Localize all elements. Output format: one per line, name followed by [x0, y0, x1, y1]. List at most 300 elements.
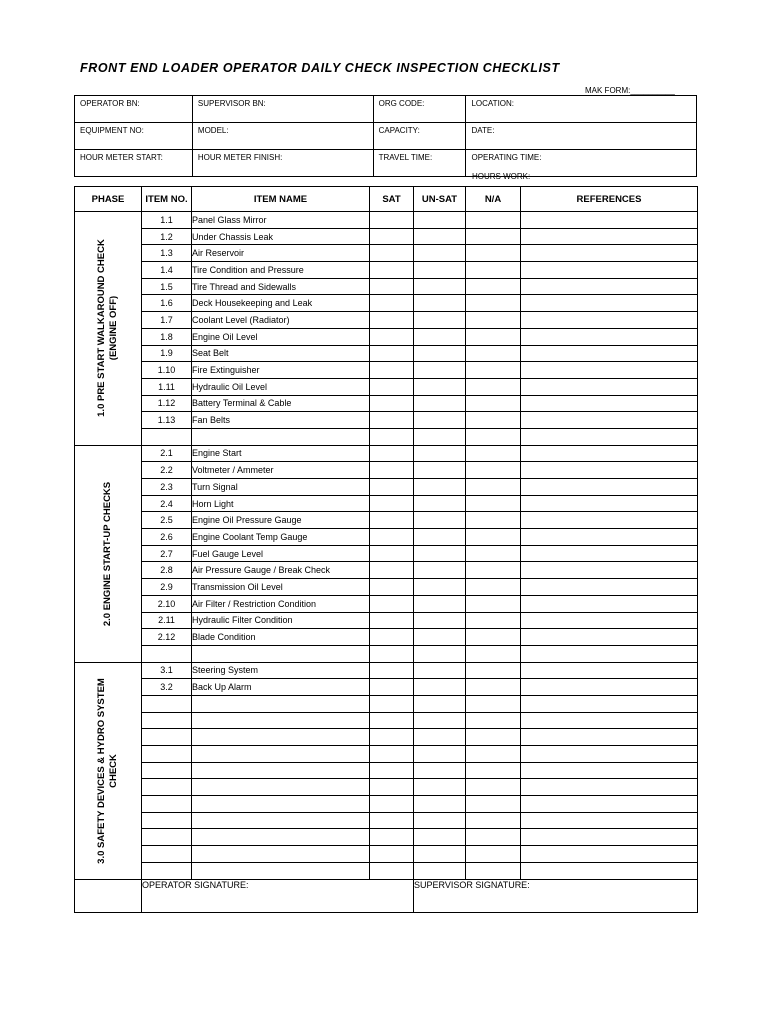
na-cell[interactable] — [466, 612, 521, 629]
references-cell[interactable] — [521, 829, 698, 846]
references-cell[interactable] — [521, 428, 698, 445]
sat-cell[interactable] — [370, 629, 414, 646]
sat-cell[interactable] — [370, 278, 414, 295]
sat-cell[interactable] — [370, 612, 414, 629]
references-cell[interactable] — [521, 612, 698, 629]
checklist-row — [75, 762, 698, 779]
header-info-table — [74, 95, 697, 177]
item-number: 1.13 — [142, 412, 192, 429]
item-name: Coolant Level (Radiator) — [192, 312, 370, 329]
references-cell[interactable] — [521, 462, 698, 479]
col-phase: PHASE — [75, 187, 142, 212]
references-cell[interactable] — [521, 796, 698, 813]
header-row — [75, 150, 697, 177]
na-cell[interactable] — [466, 295, 521, 312]
operator-bn-field[interactable]: OPERATOR BN: — [75, 96, 193, 123]
na-cell[interactable] — [466, 545, 521, 562]
col-references: REFERENCES — [521, 187, 698, 212]
na-cell[interactable] — [466, 328, 521, 345]
un-sat-cell[interactable] — [414, 629, 466, 646]
org-code-field[interactable]: ORG CODE: — [373, 96, 466, 123]
sat-cell[interactable] — [370, 462, 414, 479]
header-row — [75, 123, 697, 150]
item-number: 2.4 — [142, 495, 192, 512]
checklist-row — [75, 779, 698, 796]
na-cell[interactable] — [466, 846, 521, 863]
na-cell[interactable] — [466, 862, 521, 879]
item-number: 3.2 — [142, 679, 192, 696]
references-cell[interactable] — [521, 579, 698, 596]
sat-cell[interactable] — [370, 729, 414, 746]
sat-cell[interactable] — [370, 378, 414, 395]
item-name: Back Up Alarm — [192, 679, 370, 696]
references-cell[interactable] — [521, 395, 698, 412]
sat-cell[interactable] — [370, 328, 414, 345]
capacity-field[interactable]: CAPACITY: — [373, 123, 466, 150]
sat-cell[interactable] — [370, 395, 414, 412]
un-sat-cell[interactable] — [414, 679, 466, 696]
un-sat-cell[interactable] — [414, 762, 466, 779]
item-number: 1.7 — [142, 312, 192, 329]
item-name: Engine Start — [192, 445, 370, 462]
references-cell[interactable] — [521, 245, 698, 262]
references-cell[interactable] — [521, 262, 698, 279]
sat-cell[interactable] — [370, 495, 414, 512]
sat-cell[interactable] — [370, 846, 414, 863]
checklist-row — [75, 312, 698, 329]
na-cell[interactable] — [466, 645, 521, 662]
un-sat-cell[interactable] — [414, 378, 466, 395]
item-name: Turn Signal — [192, 479, 370, 496]
item-name: Steering System — [192, 662, 370, 679]
col-item-no: ITEM NO. — [142, 187, 192, 212]
item-number — [142, 796, 192, 813]
sat-cell[interactable] — [370, 512, 414, 529]
col-item-name: ITEM NAME — [192, 187, 370, 212]
sat-cell[interactable] — [370, 479, 414, 496]
references-cell[interactable] — [521, 412, 698, 429]
references-cell[interactable] — [521, 295, 698, 312]
na-cell[interactable] — [466, 712, 521, 729]
na-cell[interactable] — [466, 228, 521, 245]
un-sat-cell[interactable] — [414, 529, 466, 546]
na-cell[interactable] — [466, 395, 521, 412]
un-sat-cell[interactable] — [414, 428, 466, 445]
date-field[interactable]: DATE: — [466, 123, 697, 150]
references-cell[interactable] — [521, 645, 698, 662]
na-cell[interactable] — [466, 378, 521, 395]
na-cell[interactable] — [466, 312, 521, 329]
location-field[interactable]: LOCATION: — [466, 96, 697, 123]
sat-cell[interactable] — [370, 545, 414, 562]
item-number — [142, 779, 192, 796]
checklist-row — [75, 529, 698, 546]
na-cell[interactable] — [466, 796, 521, 813]
na-cell[interactable] — [466, 762, 521, 779]
references-cell[interactable] — [521, 629, 698, 646]
item-name: Air Pressure Gauge / Break Check — [192, 562, 370, 579]
na-cell[interactable] — [466, 412, 521, 429]
references-cell[interactable] — [521, 345, 698, 362]
na-cell[interactable] — [466, 562, 521, 579]
sat-cell[interactable] — [370, 262, 414, 279]
un-sat-cell[interactable] — [414, 212, 466, 229]
references-cell[interactable] — [521, 278, 698, 295]
item-name: Engine Oil Pressure Gauge — [192, 512, 370, 529]
sat-cell[interactable] — [370, 529, 414, 546]
na-cell[interactable] — [466, 529, 521, 546]
sat-cell[interactable] — [370, 345, 414, 362]
item-number: 2.2 — [142, 462, 192, 479]
checklist-table — [74, 186, 698, 913]
checklist-row — [75, 746, 698, 763]
na-cell[interactable] — [466, 695, 521, 712]
item-number: 3.1 — [142, 662, 192, 679]
references-cell[interactable] — [521, 512, 698, 529]
travel-time-field[interactable]: TRAVEL TIME: — [373, 150, 466, 177]
checklist-row — [75, 862, 698, 879]
sat-cell[interactable] — [370, 829, 414, 846]
item-number: 2.12 — [142, 629, 192, 646]
phase-cell — [75, 445, 142, 662]
signature-row — [75, 879, 698, 912]
references-cell[interactable] — [521, 445, 698, 462]
sat-cell[interactable] — [370, 679, 414, 696]
un-sat-cell[interactable] — [414, 579, 466, 596]
item-name: Hydraulic Oil Level — [192, 378, 370, 395]
references-cell[interactable] — [521, 862, 698, 879]
checklist-row — [75, 695, 698, 712]
checklist-row — [75, 462, 698, 479]
references-cell[interactable] — [521, 746, 698, 763]
na-cell[interactable] — [466, 345, 521, 362]
references-cell[interactable] — [521, 662, 698, 679]
checklist-row — [75, 395, 698, 412]
checklist-row — [75, 278, 698, 295]
checklist-row — [75, 345, 698, 362]
un-sat-cell[interactable] — [414, 812, 466, 829]
item-name: Fuel Gauge Level — [192, 545, 370, 562]
item-name — [192, 695, 370, 712]
item-number: 1.4 — [142, 262, 192, 279]
item-number: 2.7 — [142, 545, 192, 562]
header-row — [75, 96, 697, 123]
checklist-row — [75, 428, 698, 445]
operating-time-field[interactable]: OPERATING TIME: — [466, 150, 697, 177]
un-sat-cell[interactable] — [414, 746, 466, 763]
checklist-row — [75, 812, 698, 829]
un-sat-cell[interactable] — [414, 712, 466, 729]
un-sat-cell[interactable] — [414, 262, 466, 279]
un-sat-cell[interactable] — [414, 412, 466, 429]
references-cell[interactable] — [521, 812, 698, 829]
item-number: 2.9 — [142, 579, 192, 596]
checklist-row — [75, 445, 698, 462]
na-cell[interactable] — [466, 579, 521, 596]
item-number: 1.1 — [142, 212, 192, 229]
checklist-row — [75, 679, 698, 696]
checklist-row — [75, 295, 698, 312]
sat-cell[interactable] — [370, 779, 414, 796]
item-number: 1.8 — [142, 328, 192, 345]
na-cell[interactable] — [466, 629, 521, 646]
item-number — [142, 829, 192, 846]
sat-cell[interactable] — [370, 645, 414, 662]
na-cell[interactable] — [466, 445, 521, 462]
references-cell[interactable] — [521, 228, 698, 245]
checklist-row — [75, 262, 698, 279]
item-name: Engine Oil Level — [192, 328, 370, 345]
item-name: Voltmeter / Ammeter — [192, 462, 370, 479]
sat-cell[interactable] — [370, 662, 414, 679]
checklist-row — [75, 829, 698, 846]
item-number — [142, 729, 192, 746]
references-cell[interactable] — [521, 328, 698, 345]
sat-cell[interactable] — [370, 428, 414, 445]
un-sat-cell[interactable] — [414, 245, 466, 262]
un-sat-cell[interactable] — [414, 846, 466, 863]
un-sat-cell[interactable] — [414, 612, 466, 629]
un-sat-cell[interactable] — [414, 328, 466, 345]
na-cell[interactable] — [466, 662, 521, 679]
phase-label: 2.0 ENGINE START-UP CHECKS — [102, 481, 113, 626]
checklist-row — [75, 562, 698, 579]
item-name: Air Filter / Restriction Condition — [192, 595, 370, 612]
item-number — [142, 846, 192, 863]
references-cell[interactable] — [521, 562, 698, 579]
sat-cell[interactable] — [370, 245, 414, 262]
na-cell[interactable] — [466, 595, 521, 612]
sat-cell[interactable] — [370, 746, 414, 763]
sat-cell[interactable] — [370, 762, 414, 779]
sat-cell[interactable] — [370, 796, 414, 813]
references-cell[interactable] — [521, 779, 698, 796]
item-number — [142, 428, 192, 445]
checklist-row — [75, 362, 698, 379]
hours-work-label: HOURS WORK: — [472, 172, 531, 181]
na-cell[interactable] — [466, 729, 521, 746]
na-cell[interactable] — [466, 479, 521, 496]
references-cell[interactable] — [521, 695, 698, 712]
checklist-row — [75, 512, 698, 529]
supervisor-bn-field[interactable]: SUPERVISOR BN: — [192, 96, 373, 123]
item-name: Tire Thread and Sidewalls — [192, 278, 370, 295]
na-cell[interactable] — [466, 829, 521, 846]
un-sat-cell[interactable] — [414, 362, 466, 379]
checklist-row — [75, 712, 698, 729]
sat-cell[interactable] — [370, 562, 414, 579]
un-sat-cell[interactable] — [414, 829, 466, 846]
un-sat-cell[interactable] — [414, 345, 466, 362]
references-cell[interactable] — [521, 529, 698, 546]
item-name: Tire Condition and Pressure — [192, 262, 370, 279]
item-number: 1.9 — [142, 345, 192, 362]
references-cell[interactable] — [521, 679, 698, 696]
form-number: MAK FORM:__________ — [585, 86, 675, 95]
checklist-row — [75, 378, 698, 395]
un-sat-cell[interactable] — [414, 495, 466, 512]
references-cell[interactable] — [521, 595, 698, 612]
na-cell[interactable] — [466, 262, 521, 279]
item-number: 2.6 — [142, 529, 192, 546]
sat-cell[interactable] — [370, 812, 414, 829]
na-cell[interactable] — [466, 212, 521, 229]
checklist-body — [75, 212, 698, 880]
supervisor-signature-field[interactable]: SUPERVISOR SIGNATURE: — [414, 879, 698, 912]
item-name — [192, 712, 370, 729]
phase-cell — [75, 662, 142, 879]
references-cell[interactable] — [521, 212, 698, 229]
na-cell[interactable] — [466, 746, 521, 763]
sat-cell[interactable] — [370, 862, 414, 879]
item-name — [192, 862, 370, 879]
item-name — [192, 762, 370, 779]
phase-label: 3.0 SAFETY DEVICES & HYDRO SYSTEM CHECK — [96, 677, 119, 864]
references-cell[interactable] — [521, 362, 698, 379]
checklist-row — [75, 479, 698, 496]
item-name — [192, 729, 370, 746]
un-sat-cell[interactable] — [414, 595, 466, 612]
un-sat-cell[interactable] — [414, 479, 466, 496]
na-cell[interactable] — [466, 245, 521, 262]
item-number — [142, 762, 192, 779]
un-sat-cell[interactable] — [414, 796, 466, 813]
un-sat-cell[interactable] — [414, 395, 466, 412]
column-header-row — [75, 187, 698, 212]
checklist-title: FRONT END LOADER OPERATOR DAILY CHECK INSPECTION CHECKLIST — [80, 61, 560, 75]
checklist-row — [75, 245, 698, 262]
item-name: Seat Belt — [192, 345, 370, 362]
item-number — [142, 862, 192, 879]
un-sat-cell[interactable] — [414, 779, 466, 796]
item-number: 1.6 — [142, 295, 192, 312]
item-number — [142, 812, 192, 829]
item-name — [192, 846, 370, 863]
sat-cell[interactable] — [370, 228, 414, 245]
phase-cell — [75, 212, 142, 446]
signature-spacer — [75, 879, 142, 912]
un-sat-cell[interactable] — [414, 562, 466, 579]
checklist-row — [75, 796, 698, 813]
un-sat-cell[interactable] — [414, 662, 466, 679]
na-cell[interactable] — [466, 278, 521, 295]
un-sat-cell[interactable] — [414, 545, 466, 562]
equipment-no-field[interactable]: EQUIPMENT NO: — [75, 123, 193, 150]
checklist-row — [75, 228, 698, 245]
un-sat-cell[interactable] — [414, 295, 466, 312]
item-number: 2.5 — [142, 512, 192, 529]
references-cell[interactable] — [521, 312, 698, 329]
references-cell[interactable] — [521, 729, 698, 746]
item-name — [192, 812, 370, 829]
item-name: Fan Belts — [192, 412, 370, 429]
item-number — [142, 746, 192, 763]
references-cell[interactable] — [521, 378, 698, 395]
un-sat-cell[interactable] — [414, 645, 466, 662]
sat-cell[interactable] — [370, 295, 414, 312]
item-number: 1.5 — [142, 278, 192, 295]
item-number: 1.10 — [142, 362, 192, 379]
na-cell[interactable] — [466, 495, 521, 512]
checklist-row — [75, 495, 698, 512]
references-cell[interactable] — [521, 495, 698, 512]
item-number: 1.2 — [142, 228, 192, 245]
checklist-row — [75, 645, 698, 662]
na-cell[interactable] — [466, 679, 521, 696]
sat-cell[interactable] — [370, 212, 414, 229]
na-cell[interactable] — [466, 779, 521, 796]
references-cell[interactable] — [521, 846, 698, 863]
item-name: Fire Extinguisher — [192, 362, 370, 379]
references-cell[interactable] — [521, 479, 698, 496]
checklist-row — [75, 579, 698, 596]
un-sat-cell[interactable] — [414, 729, 466, 746]
un-sat-cell[interactable] — [414, 312, 466, 329]
checklist-row — [75, 662, 698, 679]
na-cell[interactable] — [466, 428, 521, 445]
checklist-row — [75, 328, 698, 345]
hour-meter-start-field[interactable]: HOUR METER START: — [75, 150, 193, 177]
checklist-row — [75, 595, 698, 612]
references-cell[interactable] — [521, 712, 698, 729]
na-cell[interactable] — [466, 512, 521, 529]
references-cell[interactable] — [521, 762, 698, 779]
item-number: 2.8 — [142, 562, 192, 579]
operator-signature-field[interactable]: OPERATOR SIGNATURE: — [142, 879, 414, 912]
item-number — [142, 695, 192, 712]
item-name — [192, 779, 370, 796]
un-sat-cell[interactable] — [414, 278, 466, 295]
un-sat-cell[interactable] — [414, 445, 466, 462]
item-name — [192, 796, 370, 813]
item-name: Under Chassis Leak — [192, 228, 370, 245]
na-cell[interactable] — [466, 462, 521, 479]
sat-cell[interactable] — [370, 595, 414, 612]
item-number: 1.12 — [142, 395, 192, 412]
checklist-row — [75, 846, 698, 863]
item-name: Transmission Oil Level — [192, 579, 370, 596]
item-name: Battery Terminal & Cable — [192, 395, 370, 412]
item-name: Engine Coolant Temp Gauge — [192, 529, 370, 546]
sat-cell[interactable] — [370, 362, 414, 379]
un-sat-cell[interactable] — [414, 462, 466, 479]
sat-cell[interactable] — [370, 445, 414, 462]
model-field[interactable]: MODEL: — [192, 123, 373, 150]
hour-meter-finish-field[interactable]: HOUR METER FINISH: — [192, 150, 373, 177]
un-sat-cell[interactable] — [414, 695, 466, 712]
sat-cell[interactable] — [370, 712, 414, 729]
un-sat-cell[interactable] — [414, 862, 466, 879]
na-cell[interactable] — [466, 812, 521, 829]
sat-cell[interactable] — [370, 579, 414, 596]
item-name: Panel Glass Mirror — [192, 212, 370, 229]
checklist-row — [75, 212, 698, 229]
item-name — [192, 829, 370, 846]
references-cell[interactable] — [521, 545, 698, 562]
na-cell[interactable] — [466, 362, 521, 379]
item-name — [192, 746, 370, 763]
sat-cell[interactable] — [370, 412, 414, 429]
item-name: Hydraulic Filter Condition — [192, 612, 370, 629]
sat-cell[interactable] — [370, 312, 414, 329]
un-sat-cell[interactable] — [414, 228, 466, 245]
col-un-sat: UN-SAT — [414, 187, 466, 212]
sat-cell[interactable] — [370, 695, 414, 712]
item-name — [192, 645, 370, 662]
item-number: 2.3 — [142, 479, 192, 496]
item-name: Air Reservoir — [192, 245, 370, 262]
un-sat-cell[interactable] — [414, 512, 466, 529]
